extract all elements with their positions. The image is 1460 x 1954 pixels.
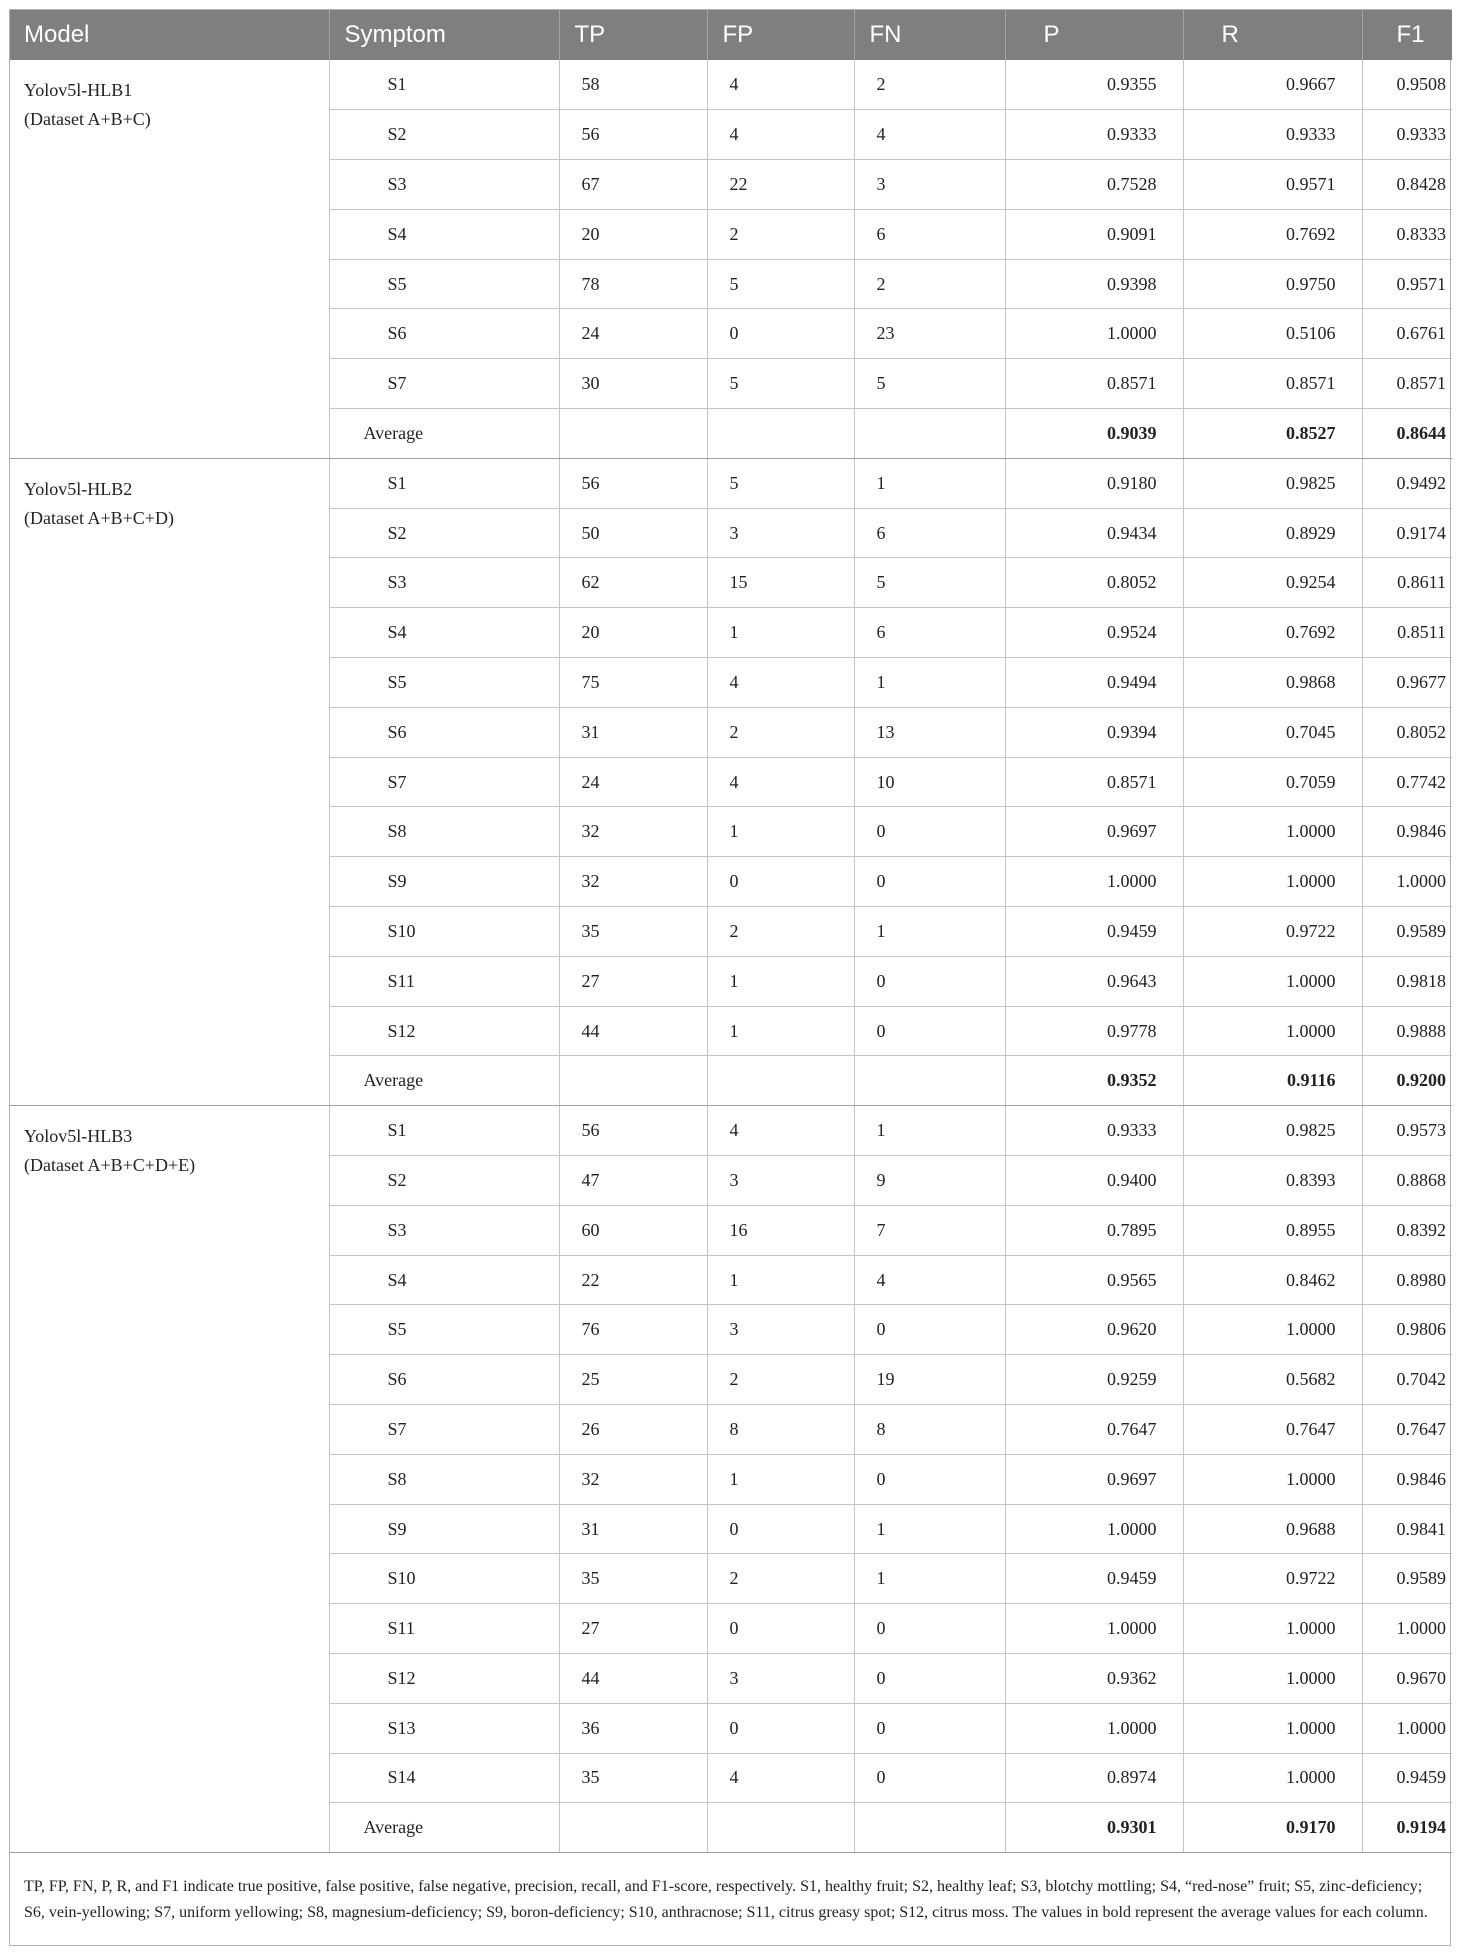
cell-f1: 0.8868	[1362, 1156, 1452, 1206]
table-body	[10, 60, 1452, 1853]
cell-tp: 24	[559, 757, 707, 807]
cell-fn: 2	[854, 259, 1005, 309]
cell-r: 0.8571	[1183, 359, 1362, 409]
cell-fn: 1	[854, 1106, 1005, 1156]
cell-r: 1.0000	[1183, 1654, 1362, 1704]
cell-p: 0.9333	[1005, 110, 1183, 160]
cell-symptom: S14	[329, 1753, 559, 1803]
results-table-frame	[9, 9, 1451, 1946]
cell-f1: 0.9670	[1362, 1654, 1452, 1704]
cell-p: 1.0000	[1005, 1703, 1183, 1753]
cell-symptom: S8	[329, 1454, 559, 1504]
header-fn: FN	[854, 10, 1005, 60]
cell-r: 0.9722	[1183, 1554, 1362, 1604]
cell-r: 0.9688	[1183, 1504, 1362, 1554]
cell-fp: 16	[707, 1205, 854, 1255]
cell-r: 0.8527	[1183, 409, 1362, 459]
header-fp: FP	[707, 10, 854, 60]
cell-fn	[854, 409, 1005, 459]
cell-tp: 50	[559, 508, 707, 558]
cell-tp: 76	[559, 1305, 707, 1355]
cell-fp: 1	[707, 608, 854, 658]
cell-f1: 1.0000	[1362, 1604, 1452, 1654]
header-r: R	[1183, 10, 1362, 60]
cell-fn: 0	[854, 1006, 1005, 1056]
cell-f1: 0.9806	[1362, 1305, 1452, 1355]
cell-symptom: S10	[329, 1554, 559, 1604]
cell-f1: 0.9333	[1362, 110, 1452, 160]
cell-tp: 67	[559, 160, 707, 210]
cell-fn: 23	[854, 309, 1005, 359]
cell-fn: 1	[854, 458, 1005, 508]
cell-fp: 2	[707, 707, 854, 757]
cell-p: 1.0000	[1005, 857, 1183, 907]
cell-r: 0.9170	[1183, 1803, 1362, 1853]
cell-symptom: S7	[329, 359, 559, 409]
cell-tp: 32	[559, 857, 707, 907]
cell-fp: 4	[707, 1106, 854, 1156]
cell-symptom: S8	[329, 807, 559, 857]
cell-fp: 1	[707, 956, 854, 1006]
cell-p: 0.9620	[1005, 1305, 1183, 1355]
cell-r: 0.9333	[1183, 110, 1362, 160]
cell-symptom: S5	[329, 658, 559, 708]
cell-p: 0.9398	[1005, 259, 1183, 309]
cell-p: 0.9524	[1005, 608, 1183, 658]
cell-symptom: S12	[329, 1654, 559, 1704]
cell-tp: 35	[559, 907, 707, 957]
cell-symptom: S11	[329, 956, 559, 1006]
cell-tp: 35	[559, 1753, 707, 1803]
cell-p: 0.9333	[1005, 1106, 1183, 1156]
cell-fp: 3	[707, 1654, 854, 1704]
cell-tp: 78	[559, 259, 707, 309]
cell-symptom: Average	[329, 1056, 559, 1106]
cell-fn: 0	[854, 1604, 1005, 1654]
cell-fp: 1	[707, 807, 854, 857]
cell-f1: 0.8980	[1362, 1255, 1452, 1305]
cell-fp: 4	[707, 60, 854, 110]
cell-tp: 56	[559, 458, 707, 508]
cell-r: 1.0000	[1183, 1454, 1362, 1504]
cell-p: 0.9697	[1005, 1454, 1183, 1504]
cell-tp: 26	[559, 1405, 707, 1455]
cell-p: 0.9778	[1005, 1006, 1183, 1056]
cell-r: 0.9868	[1183, 658, 1362, 708]
cell-tp: 20	[559, 209, 707, 259]
cell-fn	[854, 1056, 1005, 1106]
cell-fn: 13	[854, 707, 1005, 757]
cell-tp: 25	[559, 1355, 707, 1405]
cell-tp: 58	[559, 60, 707, 110]
header-tp: TP	[559, 10, 707, 60]
header-p: P	[1005, 10, 1183, 60]
cell-symptom: S4	[329, 209, 559, 259]
cell-tp: 32	[559, 1454, 707, 1504]
cell-tp: 24	[559, 309, 707, 359]
cell-f1: 0.8644	[1362, 409, 1452, 459]
cell-f1: 0.9508	[1362, 60, 1452, 110]
cell-p: 0.9459	[1005, 907, 1183, 957]
cell-fn: 0	[854, 1753, 1005, 1803]
cell-fp: 0	[707, 1604, 854, 1654]
cell-r: 1.0000	[1183, 1006, 1362, 1056]
cell-f1: 0.8511	[1362, 608, 1452, 658]
cell-symptom: S10	[329, 907, 559, 957]
cell-tp: 36	[559, 1703, 707, 1753]
cell-p: 0.9643	[1005, 956, 1183, 1006]
cell-symptom: S3	[329, 1205, 559, 1255]
model-name: Yolov5l-HLB2	[24, 478, 133, 499]
cell-fn: 0	[854, 1305, 1005, 1355]
cell-r: 1.0000	[1183, 857, 1362, 907]
cell-symptom: S9	[329, 1504, 559, 1554]
cell-fp: 2	[707, 209, 854, 259]
cell-f1: 0.9200	[1362, 1056, 1452, 1106]
cell-p: 0.9180	[1005, 458, 1183, 508]
cell-p: 0.9394	[1005, 707, 1183, 757]
cell-p: 0.9565	[1005, 1255, 1183, 1305]
cell-f1: 0.9573	[1362, 1106, 1452, 1156]
cell-f1: 0.7742	[1362, 757, 1452, 807]
cell-tp: 20	[559, 608, 707, 658]
cell-r: 0.9750	[1183, 259, 1362, 309]
cell-fp: 5	[707, 359, 854, 409]
cell-f1: 0.8333	[1362, 209, 1452, 259]
cell-fn: 6	[854, 508, 1005, 558]
cell-fn: 0	[854, 807, 1005, 857]
cell-p: 1.0000	[1005, 309, 1183, 359]
cell-p: 0.9697	[1005, 807, 1183, 857]
model-name: Yolov5l-HLB3	[24, 1126, 133, 1147]
cell-fn: 4	[854, 1255, 1005, 1305]
cell-f1: 0.8392	[1362, 1205, 1452, 1255]
cell-r: 1.0000	[1183, 807, 1362, 857]
cell-tp: 22	[559, 1255, 707, 1305]
cell-f1: 0.8571	[1362, 359, 1452, 409]
cell-fp: 1	[707, 1006, 854, 1056]
cell-symptom: S4	[329, 1255, 559, 1305]
cell-r: 0.7692	[1183, 608, 1362, 658]
cell-fn: 0	[854, 1703, 1005, 1753]
cell-tp: 27	[559, 956, 707, 1006]
cell-fp: 4	[707, 757, 854, 807]
cell-r: 0.7692	[1183, 209, 1362, 259]
cell-fn: 10	[854, 757, 1005, 807]
cell-p: 0.7895	[1005, 1205, 1183, 1255]
cell-symptom: S4	[329, 608, 559, 658]
cell-symptom: S12	[329, 1006, 559, 1056]
cell-f1: 0.9589	[1362, 1554, 1452, 1604]
cell-f1: 0.7647	[1362, 1405, 1452, 1455]
cell-tp: 31	[559, 1504, 707, 1554]
cell-model	[10, 1106, 329, 1853]
cell-f1: 0.9888	[1362, 1006, 1452, 1056]
cell-tp: 56	[559, 110, 707, 160]
cell-symptom: S2	[329, 110, 559, 160]
cell-tp: 62	[559, 558, 707, 608]
cell-p: 0.8974	[1005, 1753, 1183, 1803]
cell-f1: 0.9818	[1362, 956, 1452, 1006]
cell-f1: 0.7042	[1362, 1355, 1452, 1405]
cell-f1: 0.9589	[1362, 907, 1452, 957]
table-row	[10, 458, 1452, 508]
cell-fn: 0	[854, 857, 1005, 907]
cell-fn: 1	[854, 658, 1005, 708]
cell-fn: 1	[854, 907, 1005, 957]
model-dataset: (Dataset A+B+C+D)	[24, 507, 174, 528]
cell-r: 0.8929	[1183, 508, 1362, 558]
cell-fp: 1	[707, 1454, 854, 1504]
cell-f1: 0.9846	[1362, 1454, 1452, 1504]
cell-p: 0.9039	[1005, 409, 1183, 459]
cell-symptom: S11	[329, 1604, 559, 1654]
cell-p: 0.7528	[1005, 160, 1183, 210]
results-table	[10, 10, 1452, 1853]
cell-fn	[854, 1803, 1005, 1853]
cell-f1: 0.9174	[1362, 508, 1452, 558]
model-name: Yolov5l-HLB1	[24, 80, 133, 100]
cell-fp: 8	[707, 1405, 854, 1455]
cell-fn: 2	[854, 60, 1005, 110]
cell-fp: 2	[707, 1554, 854, 1604]
cell-r: 1.0000	[1183, 1305, 1362, 1355]
cell-f1: 0.9571	[1362, 259, 1452, 309]
cell-r: 0.8955	[1183, 1205, 1362, 1255]
cell-fp: 15	[707, 558, 854, 608]
cell-fn: 3	[854, 160, 1005, 210]
cell-symptom: S1	[329, 60, 559, 110]
cell-fn: 9	[854, 1156, 1005, 1206]
cell-p: 1.0000	[1005, 1604, 1183, 1654]
cell-tp: 44	[559, 1006, 707, 1056]
cell-fp: 5	[707, 259, 854, 309]
cell-f1: 0.8611	[1362, 558, 1452, 608]
cell-tp: 31	[559, 707, 707, 757]
cell-fp: 3	[707, 1305, 854, 1355]
cell-symptom: S6	[329, 707, 559, 757]
header-symptom: Symptom	[329, 10, 559, 60]
cell-fp: 3	[707, 508, 854, 558]
cell-f1: 0.9841	[1362, 1504, 1452, 1554]
cell-r: 0.7647	[1183, 1405, 1362, 1455]
header-model: Model	[10, 10, 329, 60]
cell-fp: 4	[707, 658, 854, 708]
cell-r: 0.8393	[1183, 1156, 1362, 1206]
cell-p: 0.8571	[1005, 359, 1183, 409]
cell-fn: 6	[854, 209, 1005, 259]
cell-p: 1.0000	[1005, 1504, 1183, 1554]
cell-fp: 3	[707, 1156, 854, 1206]
cell-r: 1.0000	[1183, 1703, 1362, 1753]
cell-symptom: S7	[329, 757, 559, 807]
cell-fn: 5	[854, 558, 1005, 608]
cell-f1: 0.9459	[1362, 1753, 1452, 1803]
cell-symptom: S5	[329, 259, 559, 309]
cell-symptom: S1	[329, 1106, 559, 1156]
cell-tp	[559, 1056, 707, 1106]
cell-tp: 44	[559, 1654, 707, 1704]
cell-p: 0.9355	[1005, 60, 1183, 110]
cell-p: 0.9301	[1005, 1803, 1183, 1853]
cell-fp: 0	[707, 309, 854, 359]
cell-symptom: S6	[329, 309, 559, 359]
cell-r: 0.9254	[1183, 558, 1362, 608]
cell-model	[10, 458, 329, 1105]
cell-r: 0.7059	[1183, 757, 1362, 807]
cell-tp: 56	[559, 1106, 707, 1156]
cell-fp: 5	[707, 458, 854, 508]
header-f1: F1	[1362, 10, 1452, 60]
cell-r: 0.8462	[1183, 1255, 1362, 1305]
cell-f1: 1.0000	[1362, 857, 1452, 907]
cell-fp: 0	[707, 857, 854, 907]
model-dataset: (Dataset A+B+C)	[24, 109, 151, 129]
cell-tp: 60	[559, 1205, 707, 1255]
cell-symptom: S1	[329, 458, 559, 508]
cell-f1: 0.9677	[1362, 658, 1452, 708]
table-row	[10, 1106, 1452, 1156]
cell-fn: 1	[854, 1554, 1005, 1604]
cell-tp: 27	[559, 1604, 707, 1654]
cell-fp: 4	[707, 110, 854, 160]
cell-tp: 30	[559, 359, 707, 409]
cell-r: 0.9722	[1183, 907, 1362, 957]
cell-fn: 1	[854, 1504, 1005, 1554]
cell-r: 0.7045	[1183, 707, 1362, 757]
table-row	[10, 60, 1452, 110]
cell-r: 0.9116	[1183, 1056, 1362, 1106]
cell-fp	[707, 409, 854, 459]
cell-tp: 35	[559, 1554, 707, 1604]
cell-fn: 19	[854, 1355, 1005, 1405]
cell-symptom: S2	[329, 508, 559, 558]
cell-p: 0.9400	[1005, 1156, 1183, 1206]
cell-p: 0.9434	[1005, 508, 1183, 558]
model-dataset: (Dataset A+B+C+D+E)	[24, 1155, 196, 1176]
cell-fp: 2	[707, 1355, 854, 1405]
cell-fp: 1	[707, 1255, 854, 1305]
cell-fn: 7	[854, 1205, 1005, 1255]
table-header	[10, 10, 1452, 60]
cell-fp: 0	[707, 1504, 854, 1554]
cell-fn: 4	[854, 110, 1005, 160]
cell-p: 0.9362	[1005, 1654, 1183, 1704]
cell-f1: 0.8052	[1362, 707, 1452, 757]
cell-r: 0.5106	[1183, 309, 1362, 359]
cell-symptom: Average	[329, 1803, 559, 1853]
cell-p: 0.9459	[1005, 1554, 1183, 1604]
cell-tp	[559, 409, 707, 459]
cell-tp	[559, 1803, 707, 1853]
cell-r: 0.9825	[1183, 458, 1362, 508]
cell-fp: 2	[707, 907, 854, 957]
cell-p: 0.9494	[1005, 658, 1183, 708]
cell-tp: 47	[559, 1156, 707, 1206]
cell-r: 0.9571	[1183, 160, 1362, 210]
cell-r: 1.0000	[1183, 956, 1362, 1006]
cell-p: 0.9259	[1005, 1355, 1183, 1405]
cell-symptom: S2	[329, 1156, 559, 1206]
cell-f1: 0.9846	[1362, 807, 1452, 857]
cell-p: 0.9352	[1005, 1056, 1183, 1106]
cell-r: 0.5682	[1183, 1355, 1362, 1405]
cell-f1: 0.9492	[1362, 458, 1452, 508]
cell-fp: 22	[707, 160, 854, 210]
cell-p: 0.8571	[1005, 757, 1183, 807]
cell-symptom: S7	[329, 1405, 559, 1455]
cell-symptom: S13	[329, 1703, 559, 1753]
cell-tp: 75	[559, 658, 707, 708]
cell-symptom: S3	[329, 558, 559, 608]
cell-fn: 5	[854, 359, 1005, 409]
cell-symptom: S6	[329, 1355, 559, 1405]
cell-f1: 0.8428	[1362, 160, 1452, 210]
cell-symptom: S9	[329, 857, 559, 907]
cell-symptom: Average	[329, 409, 559, 459]
cell-fp: 4	[707, 1753, 854, 1803]
cell-model	[10, 60, 329, 458]
cell-r: 0.9825	[1183, 1106, 1362, 1156]
cell-fn: 0	[854, 1454, 1005, 1504]
cell-fp	[707, 1056, 854, 1106]
cell-r: 1.0000	[1183, 1753, 1362, 1803]
cell-f1: 0.6761	[1362, 309, 1452, 359]
cell-p: 0.9091	[1005, 209, 1183, 259]
cell-r: 1.0000	[1183, 1604, 1362, 1654]
cell-fn: 0	[854, 956, 1005, 1006]
cell-fn: 8	[854, 1405, 1005, 1455]
cell-r: 0.9667	[1183, 60, 1362, 110]
cell-symptom: S3	[329, 160, 559, 210]
cell-fp: 0	[707, 1703, 854, 1753]
table-footnote: TP, FP, FN, P, R, and F1 indicate true positive, false positive, false negative, precision, recall, and F1-score, respectively. S1, healthy fruit; S2, healthy leaf; S3, blotchy mottling; S4, “red-nose” fruit; S5, zinc-deficiency; S6, vein-yellowing; S7, uniform yellowing; S8, magnesium-deficiency; S9, boron-deficiency; S10, anthracnose; S11, citrus greasy spot; S12, citrus moss. The values in bold represent the average values for each column.	[24, 1878, 1428, 1922]
cell-fn: 0	[854, 1654, 1005, 1704]
cell-symptom: S5	[329, 1305, 559, 1355]
cell-p: 0.8052	[1005, 558, 1183, 608]
cell-fn: 6	[854, 608, 1005, 658]
cell-f1: 0.9194	[1362, 1803, 1452, 1853]
cell-fp	[707, 1803, 854, 1853]
cell-f1: 1.0000	[1362, 1703, 1452, 1753]
cell-p: 0.7647	[1005, 1405, 1183, 1455]
cell-tp: 32	[559, 807, 707, 857]
